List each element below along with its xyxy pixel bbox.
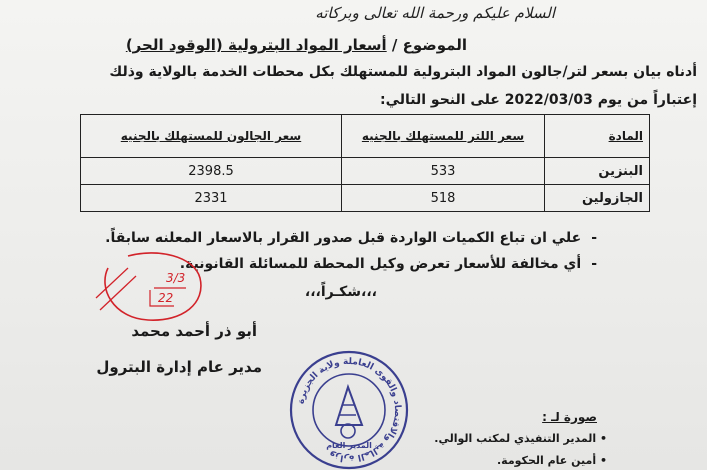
- subject-line: [126, 36, 467, 54]
- thanks-line: ،،،شكـراً،،،: [304, 284, 377, 300]
- bullet-dot: •: [596, 432, 607, 445]
- gallon-price-cell: 2331: [81, 185, 342, 212]
- liter-price-cell: 533: [342, 158, 545, 185]
- note-text: علي ان تباع الكميات الواردة قبل صدور القرار بالاسعار المعلنه سابقاً.: [105, 230, 582, 246]
- header-gallon-price: سعر الجالون للمستهلك بالجنيه: [81, 115, 342, 158]
- table-header-row: [81, 115, 650, 158]
- official-stamp-seal: [284, 345, 414, 470]
- header-product: المادة: [545, 115, 650, 158]
- fuel-price-table: [80, 114, 650, 212]
- signatory-title: مدير عام إدارة البترول: [96, 358, 262, 376]
- copies-label: صورة لـ :: [542, 410, 597, 424]
- handwritten-date-bottom: 22: [158, 291, 174, 305]
- note-item: [180, 256, 597, 272]
- bullet-dot: •: [596, 454, 607, 467]
- subject-text: أسعار المواد البترولية (الوقود الحر): [125, 36, 387, 54]
- subject-label: الموضوع /: [386, 36, 467, 54]
- handwritten-date-mark: [88, 248, 218, 328]
- stamp-inner-text: المدير العام: [326, 441, 372, 450]
- header-liter-price: سعر اللتر للمستهلك بالجنيه: [342, 115, 545, 158]
- note-item: [105, 230, 597, 246]
- signatory-name: أبو ذر أحمد محمد: [131, 322, 257, 340]
- table-row: [81, 158, 650, 185]
- intro-paragraph-line-2: إعتباراً من يوم 2022/03/03 على النحو التالي:: [380, 92, 697, 108]
- gallon-price-cell: 2398.5: [81, 158, 342, 185]
- stamp-outer-text: وزارة المالية والاقتصاد والقوى العاملة ولاية الجزيرة: [296, 356, 403, 464]
- bullet-dash: -: [591, 230, 597, 246]
- handwritten-date-top: 3/3: [166, 271, 186, 285]
- product-cell: البنزين: [545, 158, 650, 185]
- liter-price-cell: 518: [342, 185, 545, 212]
- copy-recipient: • المدير التنفيذي لمكتب الوالي.: [434, 432, 607, 445]
- intro-paragraph-line-1: أدناه بيان بسعر لتر/جالون المواد البترولية للمستهلك بكل محطات الخدمة بالولاية وذلك: [109, 64, 697, 80]
- bullet-dash: -: [591, 256, 597, 272]
- table-row: [81, 185, 650, 212]
- greeting-line: السلام عليكم ورحمة الله تعالى وبركاته: [315, 4, 555, 22]
- note-text: أي مخالفة للأسعار تعرض وكيل المحطة للمسائلة القانونية.: [179, 256, 582, 272]
- product-cell: الجازولين: [545, 185, 650, 212]
- copy-recipient: • أمين عام الحكومة.: [497, 454, 607, 467]
